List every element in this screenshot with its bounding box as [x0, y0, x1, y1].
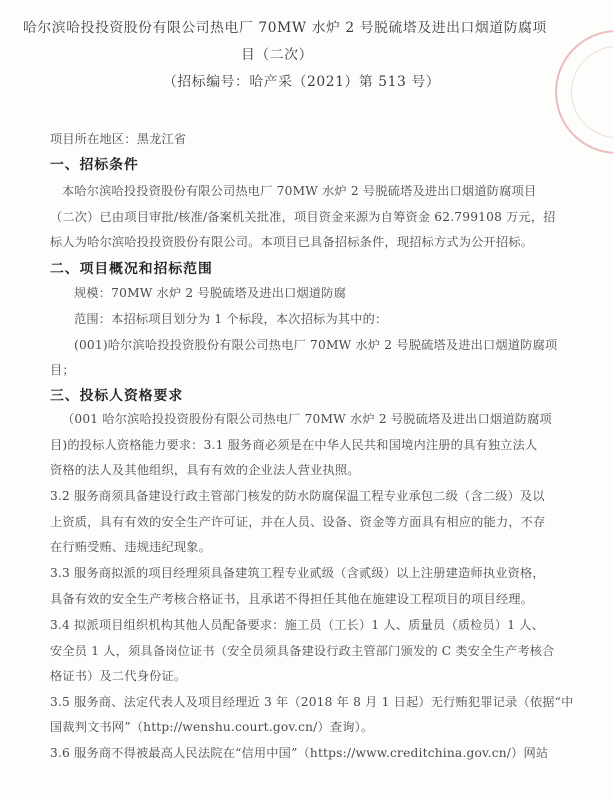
section-1-line: （二次）已由项目审批/核准/备案机关批准，项目资金来源为自筹资金 62.799108 万元，招 [50, 210, 556, 224]
lot-line: 目； [50, 363, 75, 377]
section-3-line: 3.3 服务商拟派的项目经理须具备建筑工程专业贰级（含贰级）以上注册建造师执业资格， [50, 566, 545, 580]
section-3-line: 国裁判文书网”（http://wenshu.court.gov.cn/）查询）。 [50, 720, 374, 734]
section-3-line: 上资质，具有有效的安全生产许可证，并在人员、设备、资金等方面具有相应的能力，不存 [50, 515, 546, 529]
section-3-line: 在行贿受贿、违规违纪现象。 [50, 540, 212, 554]
section-3-line: （001 哈尔滨哈投投资股份有限公司热电厂 70MW 水炉 2 号脱硫塔及进出口烟道防腐项 [62, 412, 552, 426]
section-1-heading: 一、招标条件 [50, 157, 139, 173]
section-3-line: 3.4 拟派项目组织机构其他人员配备要求：施工员（工长）1 人、质量员（质检员）1 人、 [50, 618, 545, 632]
lot-line: (001)哈尔滨哈投投资股份有限公司热电厂 70MW 水炉 2 号脱硫塔及进出口烟道防腐项 [74, 338, 558, 352]
section-3-line: 3.2 服务商须具备建设行政主管部门核发的防水防腐保温工程专业承包二级（含二级）及以 [50, 489, 545, 503]
section-3-line: 3.6 服务商不得被最高人民法院在“信用中国”（https://www.creditchina.gov.cn/）网站 [50, 746, 549, 760]
document-title-line-1: 哈尔滨哈投投资股份有限公司热电厂 70MW 水炉 2 号脱硫塔及进出口烟道防腐项 [23, 20, 547, 36]
section-1-line: 本哈尔滨哈投投资股份有限公司热电厂 70MW 水炉 2 号脱硫塔及进出口烟道防腐项目 [62, 184, 537, 198]
section-3-line: 3.5 服务商、法定代表人及项目经理近 3 年（2018 年 8 月 1 日起）无行贿犯罪记录（依据“中 [50, 695, 574, 709]
project-region: 项目所在地区：黑龙江省 [50, 132, 187, 146]
section-2-heading: 二、项目概况和招标范围 [50, 261, 213, 277]
section-1-line: 标人为哈尔滨哈投投资股份有限公司。本项目已具备招标条件，现招标方式为公开招标。 [50, 235, 534, 249]
project-scale: 规模：70MW 水炉 2 号脱硫塔及进出口烟道防腐 [74, 286, 347, 300]
section-3-heading: 三、投标人资格要求 [50, 388, 184, 404]
section-3-line: 安全员 1 人，须具备岗位证书（安全员须具备建设行政主管部门颁发的 C 类安全生产考核合 [50, 644, 555, 658]
bid-number: （招标编号：哈产采（2021）第 513 号） [163, 74, 441, 90]
official-seal [555, 30, 613, 154]
section-3-line: 资格的法人及其他组织，具有有效的企业法人营业执照。 [50, 463, 360, 477]
project-scope: 范围：本招标项目划分为 1 个标段，本次招标为其中的： [74, 312, 388, 326]
section-3-line: 具备有效的安全生产考核合格证书，且承诺不得担任其他在施建设工程项目的项目经理。 [50, 592, 534, 606]
section-3-line: 格证书）及二代身份证。 [50, 669, 187, 683]
section-3-line: 目)的投标人资格能力要求：3.1 服务商必须是在中华人民共和国境内注册的具有独立法人 [50, 438, 538, 452]
document-title-line-2: 目（二次） [241, 47, 313, 63]
